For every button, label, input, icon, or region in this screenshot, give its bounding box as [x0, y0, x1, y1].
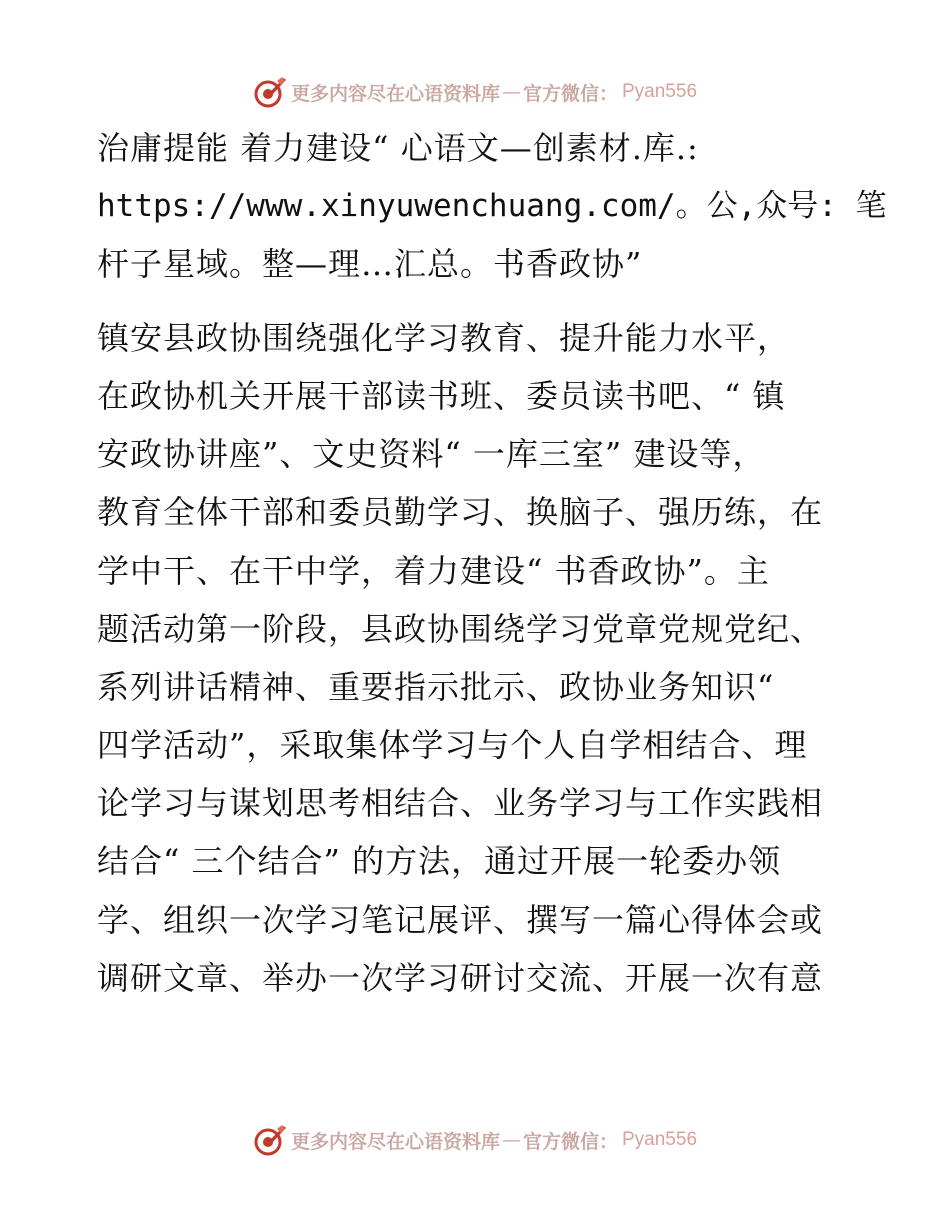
body-line-3: 安政协讲座”、文史资料“ 一库三室” 建设等，: [97, 435, 766, 473]
body-line-1: 镇安县政协围绕强化学习教育、提升能力水平，: [97, 319, 791, 357]
title-line-2: https://www.xinyuwenchuang.com/。公,众号: 笔: [97, 188, 887, 224]
banner-wechat-label: 官方微信：: [522, 1130, 618, 1153]
title-line-3: 杆子星域。整—理…汇总。书香政协”: [97, 245, 643, 283]
body-line-6: 题活动第一阶段，县政协围绕学习党章党规党纪、: [97, 610, 824, 648]
body-line-8: 四学活动”，采取集体学习与个人自学相结合、理: [97, 726, 808, 764]
body-line-10: 结合“ 三个结合” 的方法，通过开展一轮委办领: [97, 842, 782, 880]
title-line-1: 治庸提能 着力建设“ 心语文—创素材.库.:: [97, 129, 699, 167]
body-line-2: 在政协机关开展干部读书班、委员读书吧、“ 镇: [97, 377, 786, 415]
body-line-7: 系列讲话精神、重要指示批示、政协业务知识“: [97, 668, 775, 706]
quill-logo-icon: [253, 75, 287, 109]
banner-dash: —: [501, 1129, 521, 1151]
quill-logo-icon: [253, 1123, 287, 1157]
banner-site-text: 更多内容尽在心语资料库: [290, 1130, 500, 1153]
banner-wechat-id: Pyan556: [622, 1129, 698, 1150]
body-line-4: 教育全体干部和委员勤学习、换脑子、强历练，在: [97, 493, 824, 531]
body-line-12: 调研文章、举办一次学习研讨交流、开展一次有意: [97, 959, 824, 997]
body-line-11: 学、组织一次学习笔记展评、撰写一篇心得体会或: [97, 901, 824, 939]
body-line-9: 论学习与谋划思考相结合、业务学习与工作实践相: [97, 784, 824, 822]
banner-wechat-label: 官方微信：: [522, 82, 618, 105]
header-banner: [0, 72, 950, 112]
banner-dash: —: [501, 81, 521, 103]
banner-wechat-id: Pyan556: [622, 81, 698, 102]
body-line-5: 学中干、在干中学，着力建设“ 书香政协”。主: [97, 552, 770, 590]
footer-banner: [0, 1120, 950, 1160]
banner-site-text: 更多内容尽在心语资料库: [290, 82, 500, 105]
